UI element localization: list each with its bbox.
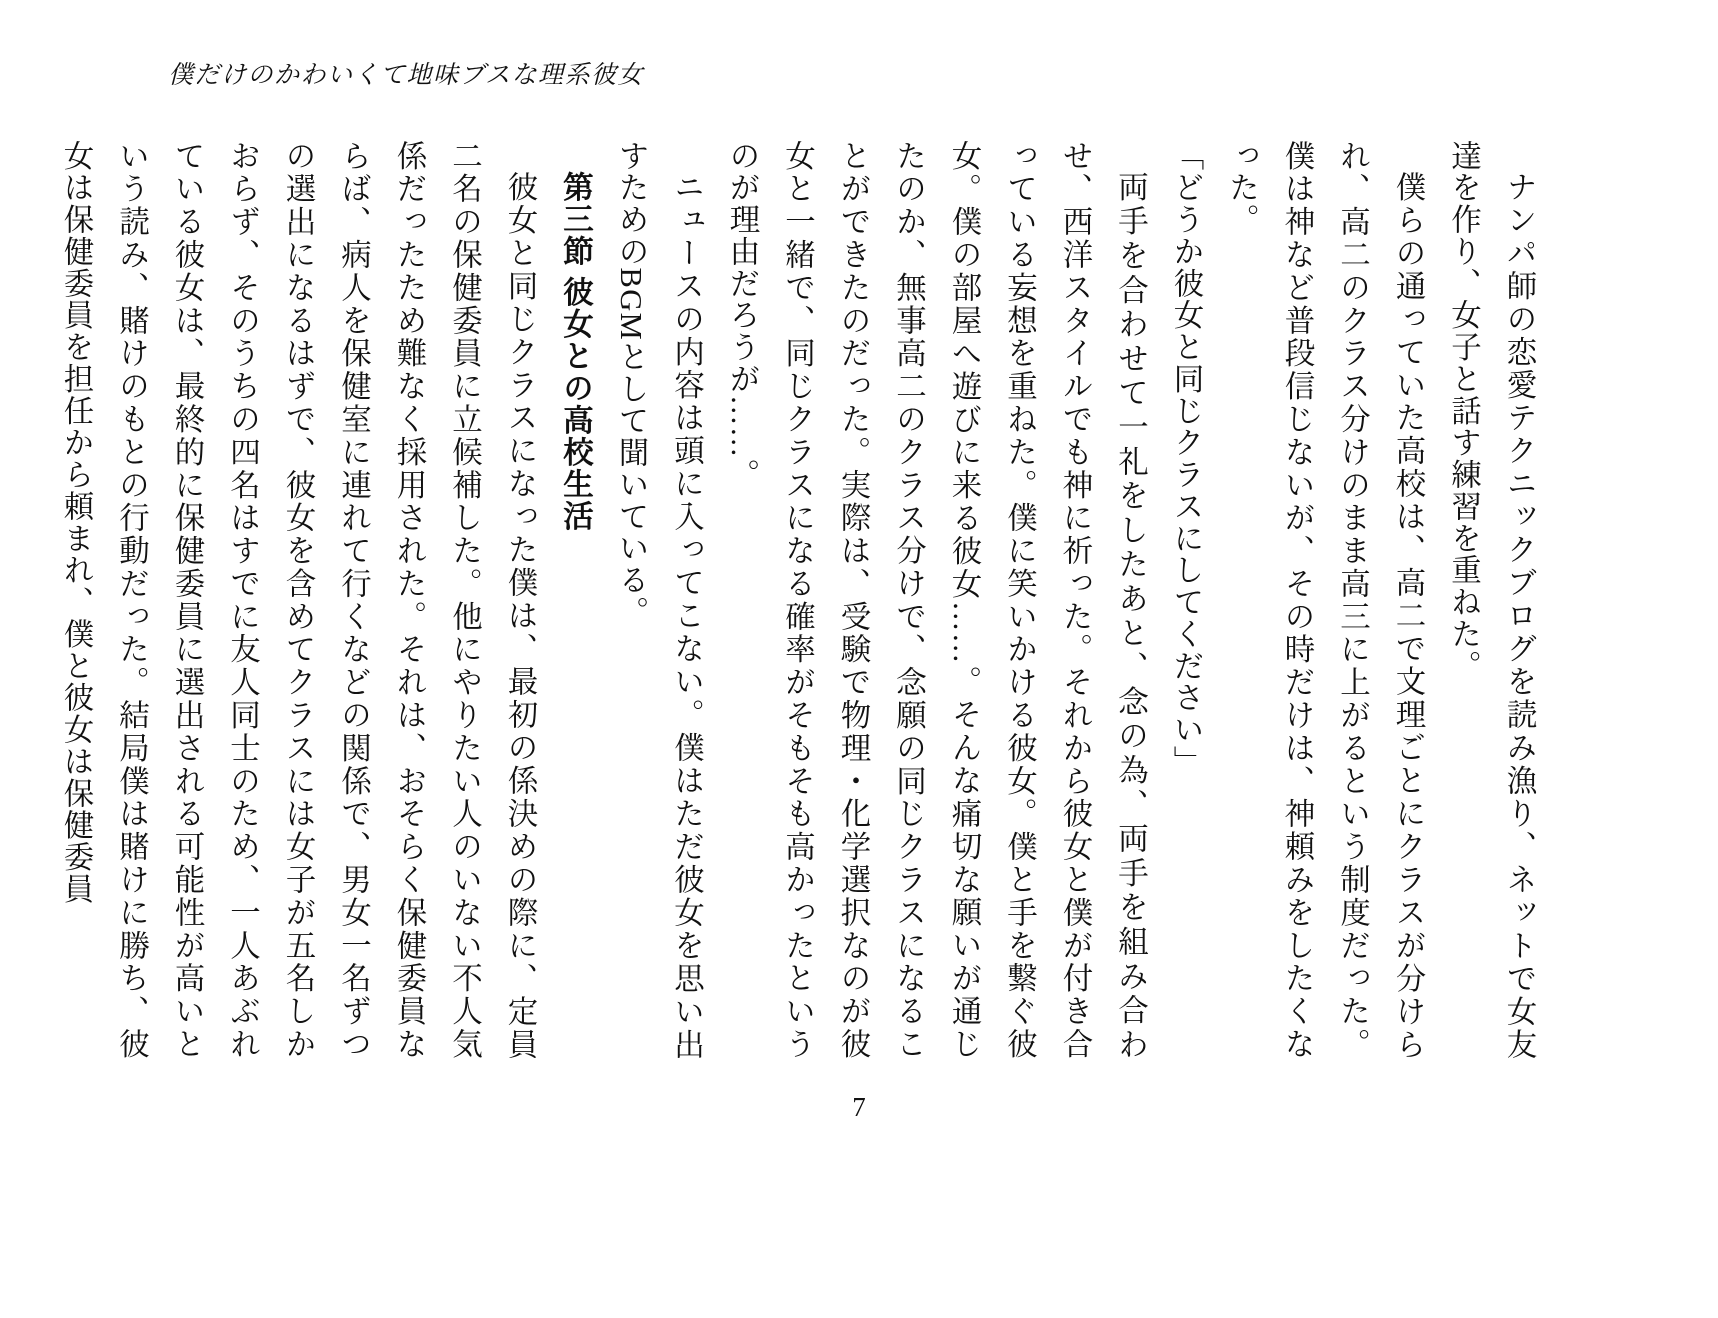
- paragraph-2: 僕らの通っていた高校は、高二で文理ごとにクラスが分けられ、高二のクラス分けのまま高三に上がるという制度だった。僕は神など普段信じないが、その時だけは、神頼みをしたくなった。: [1224, 140, 1425, 1060]
- paragraph-1: ナンパ師の恋愛テクニックブログを読み漁り、ネットで女友達を作り、女子と話す練習を重ねた。: [1446, 140, 1536, 1060]
- paragraph-dialogue: 「どうか彼女と同じクラスにしてください」: [1169, 140, 1203, 778]
- paragraph-5: ニュースの内容は頭に入ってこない。僕はただ彼女を思い出すためのBGMとして聞いている。: [614, 140, 704, 1060]
- vertical-text-body: [59, 140, 1546, 1060]
- paragraph-4: 両手を合わせて一礼をしたあと、念の為、両手を組み合わせ、西洋スタイルでも神に祈った。それから彼女と僕が付き合っている妄想を重ねた。僕に笑いかける彼女。僕と手を繋ぐ彼女。僕の部屋へ遊びに来る彼女……。そんな痛切な願いが通じたのか、無事高二のクラス分けで、念願の同じクラスになることができたのだった。実際は、受験で物理・化学選択なのが彼女と一緒で、同じクラスになる確率がそもそも高かったというのが理由だろうが……。: [725, 140, 1148, 1060]
- section-heading: 第三節 彼女との高校生活: [558, 170, 593, 532]
- paragraph-6: 彼女と同じクラスになった僕は、最初の係決めの際に、定員二名の保健委員に立候補した。他にやりたい人のいない不人気係だったため難なく採用された。それは、おそらく保健委員ならば、病人を保健室に連れて行くなどの関係で、男女一名ずつの選出になるはずで、彼女を含めてクラスには女子が五名しかおらず、そのうちの四名はすでに友人同士のため、一人あぶれている彼女は、最終的に保健委員に選出される可能性が高いという読み、賭けのもとの行動だった。結局僕は賭けに勝ち、彼女は保健委員を担任から頼まれ、僕と彼女は保健委員: [59, 140, 537, 1060]
- page-number: 7: [852, 1092, 866, 1122]
- running-head: 僕だけのかわいくて地味ブスな理系彼女: [168, 62, 645, 89]
